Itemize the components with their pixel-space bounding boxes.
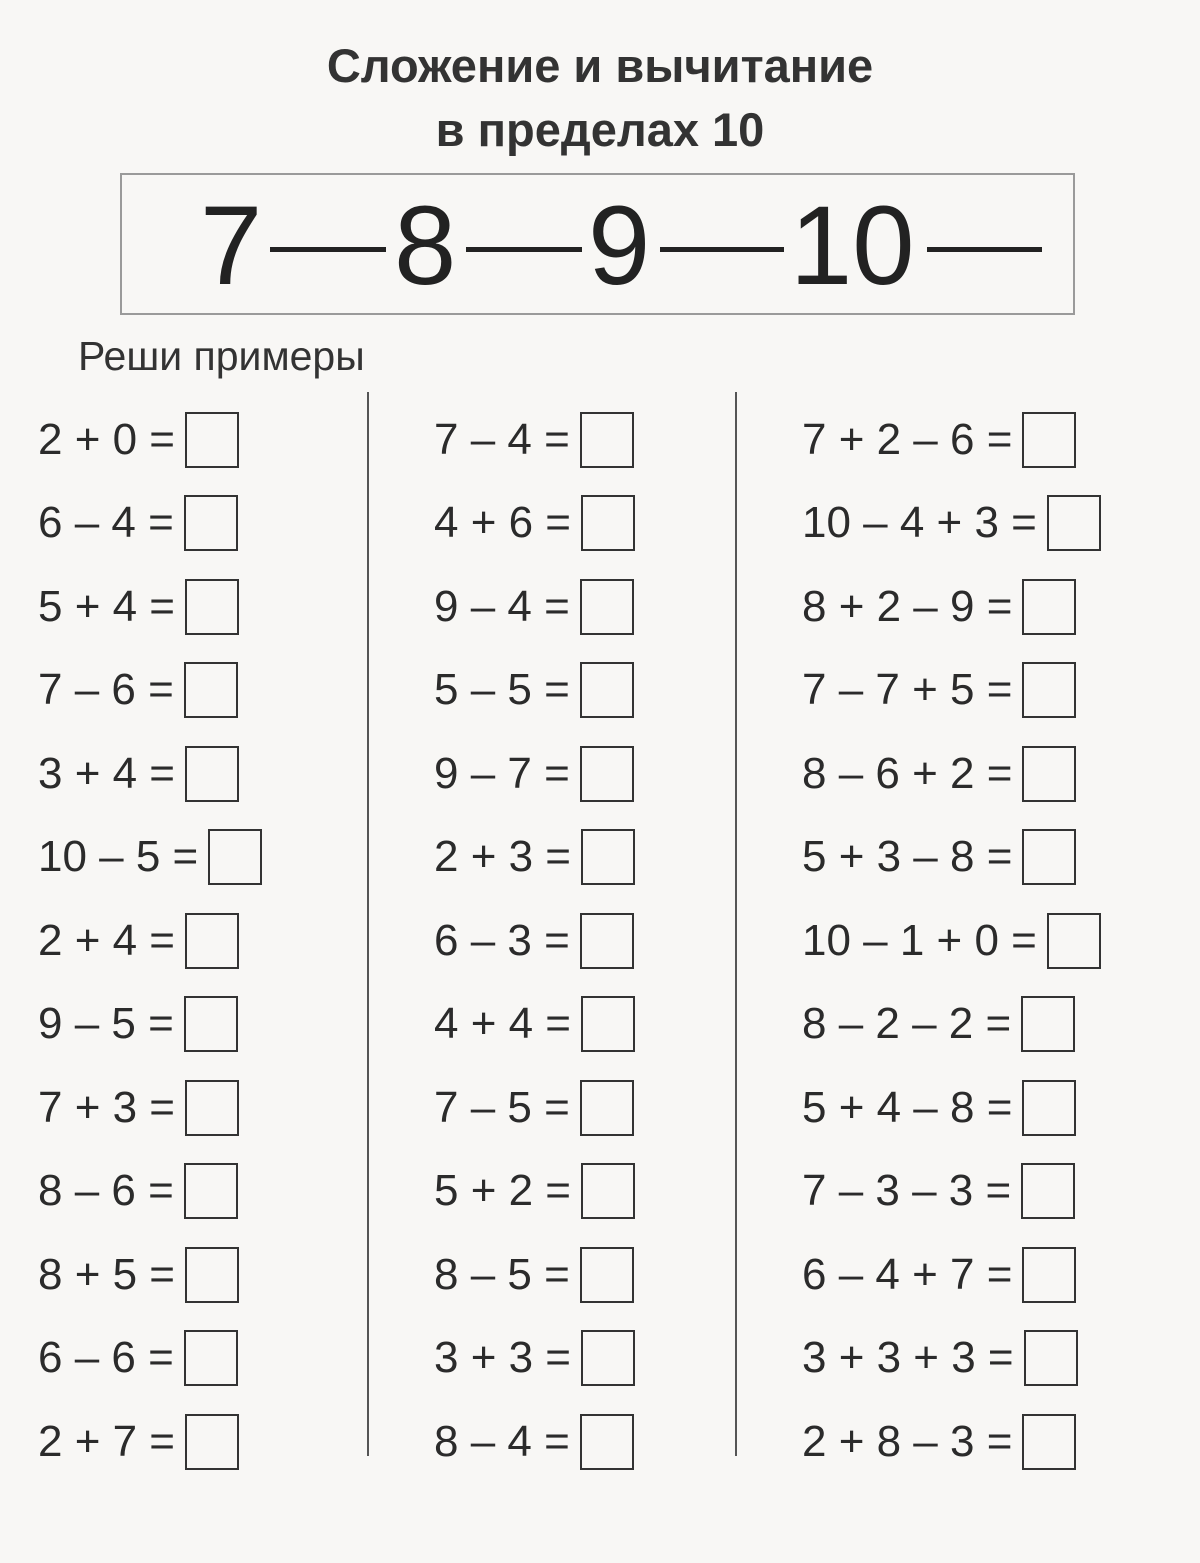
worksheet-title-line-2: в пределах 10 [435,103,765,156]
problem-row [38,1400,262,1484]
problem-row [802,482,1101,566]
answer-box[interactable] [208,829,262,885]
answer-box[interactable] [184,996,238,1052]
problem-row [38,1066,262,1150]
problem-row [38,732,262,816]
problem-expression: 9 – 7 = [434,748,570,798]
problem-expression: 3 + 3 = [434,1333,572,1383]
problem-row [434,899,635,983]
problem-expression: 7 + 3 = [38,1082,176,1132]
problem-row [434,1066,635,1150]
problem-expression: 5 + 2 = [434,1166,572,1216]
answer-box[interactable] [185,746,239,802]
answer-box[interactable] [1022,829,1076,885]
answer-box[interactable] [185,412,239,468]
answer-box[interactable] [580,579,634,635]
problem-row [38,565,262,649]
problem-expression: 6 – 6 = [38,1333,174,1383]
sequence-dash [660,247,784,252]
problem-expression: 9 – 5 = [38,999,174,1049]
column-divider [367,392,369,1456]
problem-expression: 2 + 8 – 3 = [802,1416,1013,1466]
problem-row [434,1317,635,1401]
problem-expression: 8 – 6 = [38,1166,174,1216]
problem-expression: 8 – 2 – 2 = [802,999,1012,1049]
sequence-dash [466,247,582,252]
answer-box[interactable] [1022,662,1076,718]
problem-expression: 10 – 4 + 3 = [802,498,1037,548]
problem-expression: 5 – 5 = [434,665,570,715]
answer-box[interactable] [184,662,238,718]
answer-box[interactable] [1047,913,1101,969]
answer-box[interactable] [1022,412,1076,468]
instruction-text: Реши примеры [78,333,365,379]
answer-box[interactable] [580,1247,634,1303]
problem-expression: 7 + 2 – 6 = [802,414,1013,464]
problem-expression: 5 + 3 – 8 = [802,832,1013,882]
problem-expression: 7 – 7 + 5 = [802,665,1013,715]
answer-box[interactable] [185,1414,239,1470]
answer-box[interactable] [581,996,635,1052]
answer-box[interactable] [185,1080,239,1136]
problem-expression: 8 + 5 = [38,1249,176,1299]
problem-row [802,1400,1101,1484]
problem-row [38,899,262,983]
problem-expression: 10 – 5 = [38,832,199,882]
problem-expression: 10 – 1 + 0 = [802,915,1037,965]
problem-row [38,816,262,900]
problem-expression: 3 + 3 + 3 = [802,1333,1014,1383]
problem-expression: 7 – 4 = [434,414,570,464]
problem-expression: 2 + 4 = [38,915,176,965]
problem-row [434,816,635,900]
answer-box[interactable] [1022,1080,1076,1136]
problem-row [802,1317,1101,1401]
problem-expression: 5 + 4 = [38,581,176,631]
problems-column-3 [802,398,1101,1484]
problem-expression: 7 – 6 = [38,665,174,715]
answer-box[interactable] [185,579,239,635]
problem-row [434,565,635,649]
answer-box[interactable] [184,1163,238,1219]
problem-expression: 6 – 3 = [434,915,570,965]
answer-box[interactable] [1022,579,1076,635]
problem-row [802,899,1101,983]
problem-row [434,398,635,482]
answer-box[interactable] [581,1163,635,1219]
sequence-dash [927,247,1042,252]
answer-box[interactable] [580,1414,634,1470]
answer-box[interactable] [1022,746,1076,802]
problem-expression: 8 + 2 – 9 = [802,581,1013,631]
problem-row [38,649,262,733]
answer-box[interactable] [1024,1330,1078,1386]
worksheet-title-line-1: Сложение и вычитание [326,39,874,92]
problem-expression: 6 – 4 = [38,498,174,548]
problem-row [38,983,262,1067]
answer-box[interactable] [580,913,634,969]
answer-box[interactable] [581,1330,635,1386]
answer-box[interactable] [580,412,634,468]
answer-box[interactable] [1047,495,1101,551]
number-sequence-strip [120,173,1075,315]
problem-expression: 5 + 4 – 8 = [802,1082,1013,1132]
problem-expression: 3 + 4 = [38,748,176,798]
problem-row [434,1150,635,1234]
sequence-number: 10 [790,183,915,308]
problem-row [434,649,635,733]
column-divider [735,392,737,1456]
answer-box[interactable] [581,495,635,551]
problem-row [434,983,635,1067]
problem-row [38,1317,262,1401]
answer-box[interactable] [580,1080,634,1136]
answer-box[interactable] [580,746,634,802]
problems-column-1 [38,398,262,1484]
sequence-number: 8 [394,183,457,308]
sequence-number: 9 [588,183,651,308]
problem-row [434,1233,635,1317]
problem-expression: 2 + 0 = [38,414,176,464]
problem-expression: 6 – 4 + 7 = [802,1249,1013,1299]
problem-expression: 7 – 5 = [434,1082,570,1132]
sequence-number: 7 [200,183,263,308]
problem-row [802,398,1101,482]
problem-expression: 9 – 4 = [434,581,570,631]
answer-box[interactable] [184,495,238,551]
problem-expression: 2 + 3 = [434,832,572,882]
problem-row [434,1400,635,1484]
problem-row [802,816,1101,900]
answer-box[interactable] [185,913,239,969]
problem-row [38,1233,262,1317]
answer-box[interactable] [1022,1247,1076,1303]
problem-row [802,732,1101,816]
problems-column-2 [434,398,635,1484]
problem-row [38,398,262,482]
answer-box[interactable] [1021,996,1075,1052]
problem-expression: 4 + 4 = [434,999,572,1049]
problem-expression: 4 + 6 = [434,498,572,548]
problem-expression: 8 – 5 = [434,1249,570,1299]
problem-row [802,983,1101,1067]
problem-row [38,1150,262,1234]
problem-row [802,1150,1101,1234]
problem-expression: 2 + 7 = [38,1416,176,1466]
problem-row [802,649,1101,733]
problem-row [38,482,262,566]
problem-row [434,482,635,566]
answer-box[interactable] [1021,1163,1075,1219]
answer-box[interactable] [580,662,634,718]
problem-row [434,732,635,816]
answer-box[interactable] [1022,1414,1076,1470]
answer-box[interactable] [185,1247,239,1303]
problem-expression: 7 – 3 – 3 = [802,1166,1012,1216]
sequence-dash [270,247,386,252]
problem-row [802,565,1101,649]
problem-expression: 8 – 6 + 2 = [802,748,1013,798]
problem-expression: 8 – 4 = [434,1416,570,1466]
problem-row [802,1233,1101,1317]
answer-box[interactable] [581,829,635,885]
answer-box[interactable] [184,1330,238,1386]
problem-row [802,1066,1101,1150]
